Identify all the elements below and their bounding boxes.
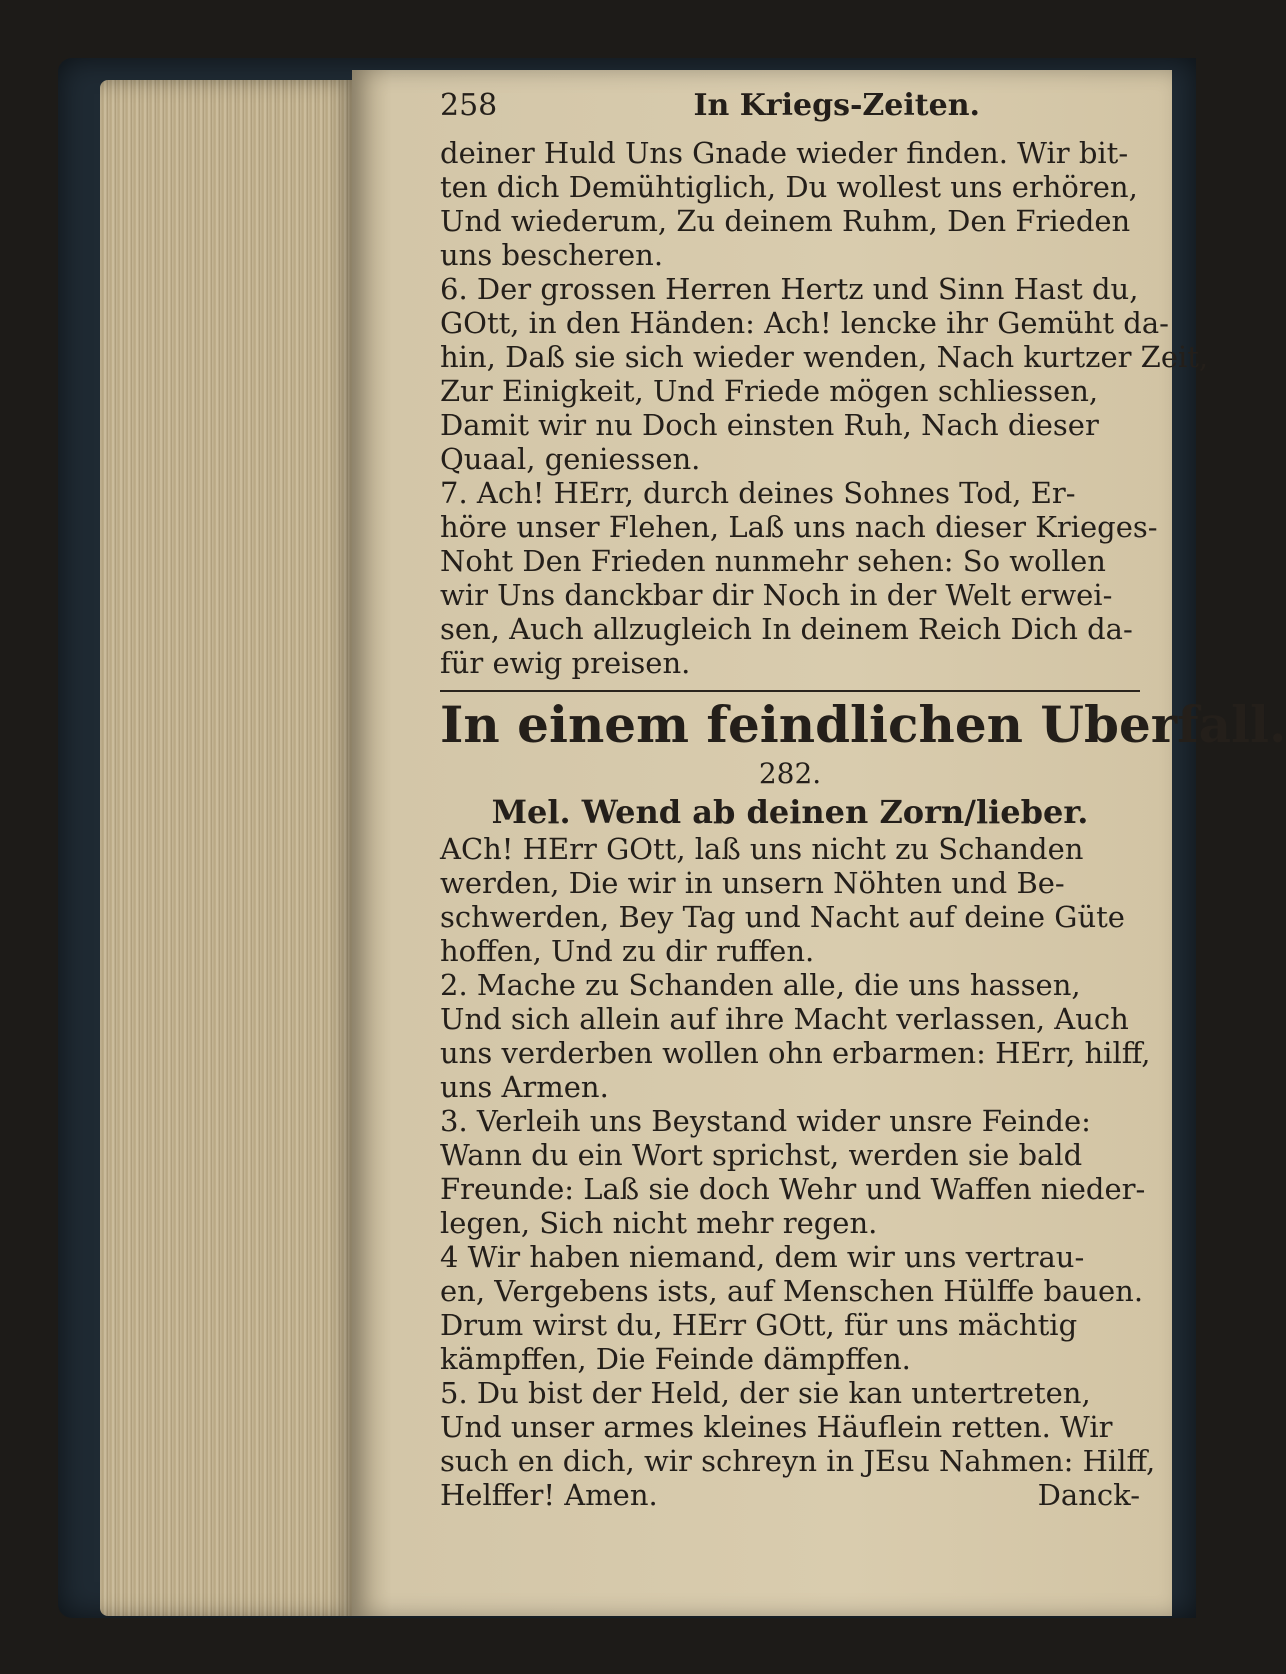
text-line: Quaal, geniessen. xyxy=(440,442,701,476)
text-line: 2. Mache zu Schanden alle, die uns hassen, xyxy=(440,968,1081,1002)
hymn-body xyxy=(440,832,1156,1512)
text-line: ACh! HErr GOtt, laß uns nicht zu Schanden xyxy=(440,832,1084,866)
catchword: Danck- xyxy=(1037,1478,1140,1512)
text-line: deiner Huld Uns Gnade wieder finden. Wir bit- xyxy=(440,136,1129,170)
text-line: GOtt, in den Händen: Ach! lencke ihr Gemüht da- xyxy=(440,306,1169,340)
text-line: Freunde: Laß sie doch Wehr und Waffen nieder- xyxy=(440,1172,1146,1206)
page-number: 258 xyxy=(440,88,498,123)
text-line: Drum wirst du, HErr GOtt, für uns mächtig xyxy=(440,1308,1078,1342)
text-line: 5. Du bist der Held, der sie kan untertreten, xyxy=(440,1376,1091,1410)
text-line: hin, Daß sie sich wieder wenden, Nach kurtzer Zeit, xyxy=(440,340,1209,374)
text-line: 3. Verleih uns Beystand wider unsre Feinde: xyxy=(440,1104,1091,1138)
text-line: kämpffen, Die Feinde dämpffen. xyxy=(440,1342,911,1376)
text-line: 7. Ach! HErr, durch deines Sohnes Tod, Er- xyxy=(440,476,1076,510)
text-line: werden, Die wir in unsern Nöhten und Be- xyxy=(440,866,1065,900)
hymn-number: 282. xyxy=(758,757,822,790)
text-line: schwerden, Bey Tag und Nacht auf deine Güte xyxy=(440,900,1125,934)
text-line: 4 Wir haben niemand, dem wir uns vertrau- xyxy=(440,1240,1085,1274)
text-line: en, Vergebens ists, auf Menschen Hülffe bauen. xyxy=(440,1274,1144,1308)
text-line: hoffen, Und zu dir ruffen. xyxy=(440,934,815,968)
page-stack-edge xyxy=(100,80,360,1616)
text-line: ten dich Demühtiglich, Du wollest uns erhören, xyxy=(440,170,1138,204)
text-line: uns verderben wollen ohn erbarmen: HErr, hilff, xyxy=(440,1036,1151,1070)
text-line: Und wiederum, Zu deinem Ruhm, Den Frieden xyxy=(440,204,1131,238)
previous-hymn-end xyxy=(440,136,1209,680)
text-line: uns Armen. xyxy=(440,1070,609,1104)
running-title: In Kriegs-Zeiten. xyxy=(693,88,980,123)
text-line: Noht Den Frieden nunmehr sehen: So wollen xyxy=(440,544,1106,578)
page-header xyxy=(440,88,1140,132)
text-line: legen, Sich nicht mehr regen. xyxy=(440,1206,878,1240)
melody-line: Mel. Wend ab deinen Zorn/lieber. xyxy=(491,793,1089,831)
text-line: wir Uns danckbar dir Noch in der Welt erwei- xyxy=(440,578,1113,612)
section-title: In einem feindlichen Uberfall. xyxy=(440,690,1140,756)
text-line: 6. Der grossen Herren Hertz und Sinn Hast du, xyxy=(440,272,1139,306)
text-line: uns bescheren. xyxy=(440,238,664,272)
text-line: such en dich, wir schreyn in JEsu Nahmen: Hilff, xyxy=(440,1444,1156,1478)
last-line xyxy=(440,1478,1140,1512)
text-line: Helffer! Amen. xyxy=(440,1478,658,1512)
text-line: sen, Auch allzugleich In deinem Reich Dich da- xyxy=(440,612,1133,646)
text-line: Damit wir nu Doch einsten Ruh, Nach dieser xyxy=(440,408,1099,442)
page-text xyxy=(440,88,1286,1528)
text-line: Und sich allein auf ihre Macht verlassen, Auch xyxy=(440,1002,1129,1036)
text-line: Zur Einigkeit, Und Friede mögen schliessen, xyxy=(440,374,1099,408)
text-line: Und unser armes kleines Häuflein retten. Wir xyxy=(440,1410,1113,1444)
text-line: Wann du ein Wort sprichst, werden sie bald xyxy=(440,1138,1083,1172)
text-line: höre unser Flehen, Laß uns nach dieser Krieges- xyxy=(440,510,1158,544)
text-line: für ewig preisen. xyxy=(440,646,691,680)
